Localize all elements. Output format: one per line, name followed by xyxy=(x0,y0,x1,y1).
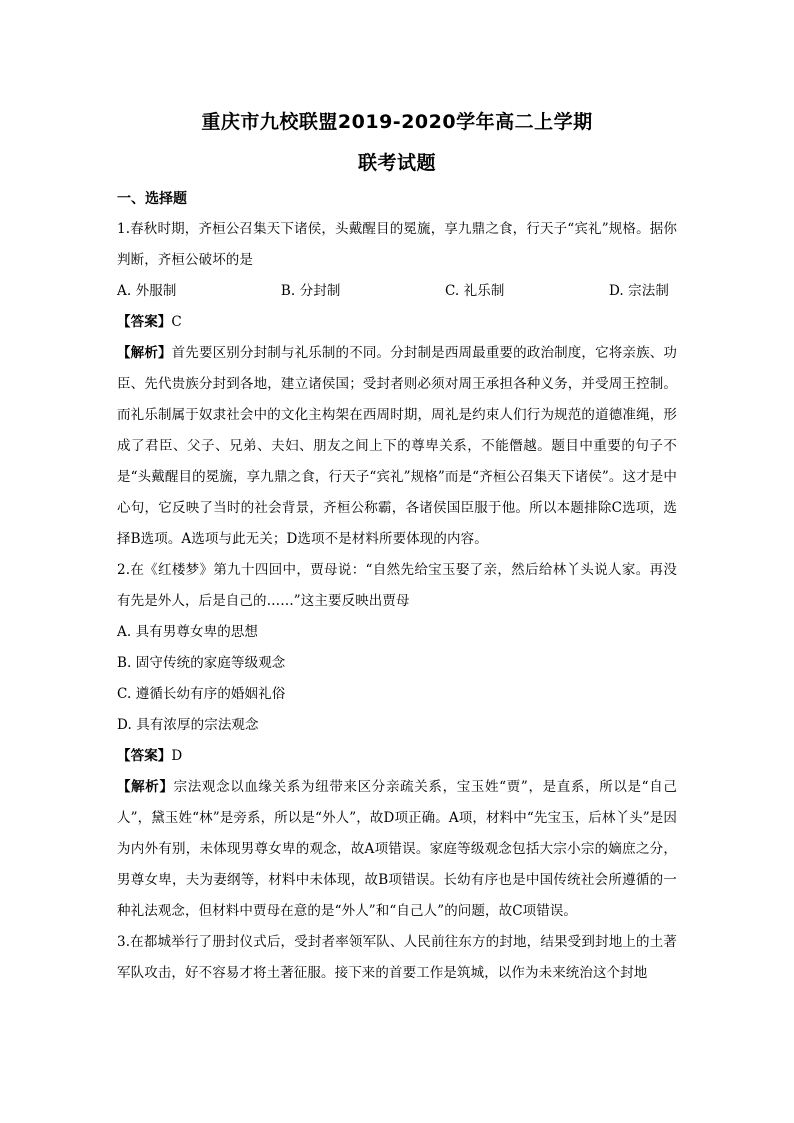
question-1-analysis xyxy=(117,338,677,555)
question-2-option-c: C. 遵循长幼有序的婚姻礼俗 xyxy=(117,686,286,702)
question-1-option-a: A. 外服制 xyxy=(117,283,177,299)
question-2-option-d: D. 具有浓厚的宗法观念 xyxy=(117,717,259,733)
document-subtitle: 联考试题 xyxy=(357,152,436,174)
question-3-stem: 3.在都城举行了册封仪式后，受封者率领军队、人民前往东方的封地，结果受到封地上的土著军队攻击，好不容易才将土著征服。接下来的首要工作是筑城，以作为未来统治这个封地 xyxy=(117,934,677,981)
question-1-option-b: B. 分封制 xyxy=(280,283,341,299)
question-1-options xyxy=(117,276,677,307)
question-2-analysis xyxy=(117,772,677,927)
analysis-tag: 【解析】 xyxy=(117,345,172,361)
question-2-option-b: B. 固守传统的家庭等级观念 xyxy=(117,655,286,671)
question-2-option-a: A. 具有男尊女卑的思想 xyxy=(117,624,259,640)
answer-value: C xyxy=(171,314,182,330)
question-2-stem: 2.在《红楼梦》第九十四回中，贾母说：“自然先给宝玉娶了亲，然后给林丫头说人家。再没有先是外人，后是自己的……”这主要反映出贾母 xyxy=(117,562,677,609)
section-heading: 一、选择题 xyxy=(117,191,187,207)
analysis-text: 首先要区别分封制与礼乐制的不同。分封制是西周最重要的政治制度，它将亲族、功臣、先代贵族分封到各地，建立诸侯国；受封者则必须对周王承担各种义务，并受周王控制。而礼乐制属于奴隶社会中的文化主构架在西周时期，周礼是约束人们行为规范的道德准绳，形成了君臣、父子、兄弟、夫妇、朋友之间上下的尊卑关系，不能僭越。题目中重要的句子不是“头戴醒目的冕旒，享九鼎之食，行天子“宾礼”规格”而是“齐桓公召集天下诸侯”。这才是中心句，它反映了当时的社会背景，齐桓公称霸，各诸侯国臣服于他。所以本题排除C选项，选择B选项。A选项与此无关；D选项不是材料所要体现的内容。 xyxy=(117,345,677,547)
answer-tag: 【答案】 xyxy=(117,748,172,764)
question-1-option-c: C. 礼乐制 xyxy=(444,283,505,299)
answer-tag: 【答案】 xyxy=(117,314,172,330)
analysis-tag: 【解析】 xyxy=(117,779,174,795)
answer-value: D xyxy=(171,748,183,764)
question-1-stem: 1.春秋时期，齐桓公召集天下诸侯，头戴醒目的冕旒，享九鼎之食，行天子“宾礼”规格。据你判断，齐桓公破坏的是 xyxy=(117,221,677,268)
question-1-answer xyxy=(117,307,677,338)
document-title: 重庆市九校联盟2019-2020学年高二上学期 xyxy=(201,111,593,133)
analysis-text: 宗法观念以血缘关系为纽带来区分亲疏关系，宝玉姓“贾”，是直系，所以是“自己人”，黛玉姓“林”是旁系，所以是“外人”，故D项正确。A项，材料中“先宝玉，后林丫头”是因为内外有别，未体现男尊女卑的观念，故A项错误。家庭等级观念包括大宗小宗的嫡庶之分，男尊女卑，夫为妻纲等，材料中未体现，故B项错误。长幼有序也是中国传统社会所遵循的一种礼法观念，但材料中贾母在意的是“外人”和“自己人”的问题，故C项错误。 xyxy=(117,779,677,919)
document-body xyxy=(117,214,677,989)
question-1-option-d: D. 宗法制 xyxy=(608,283,669,299)
question-2-answer xyxy=(117,741,677,772)
